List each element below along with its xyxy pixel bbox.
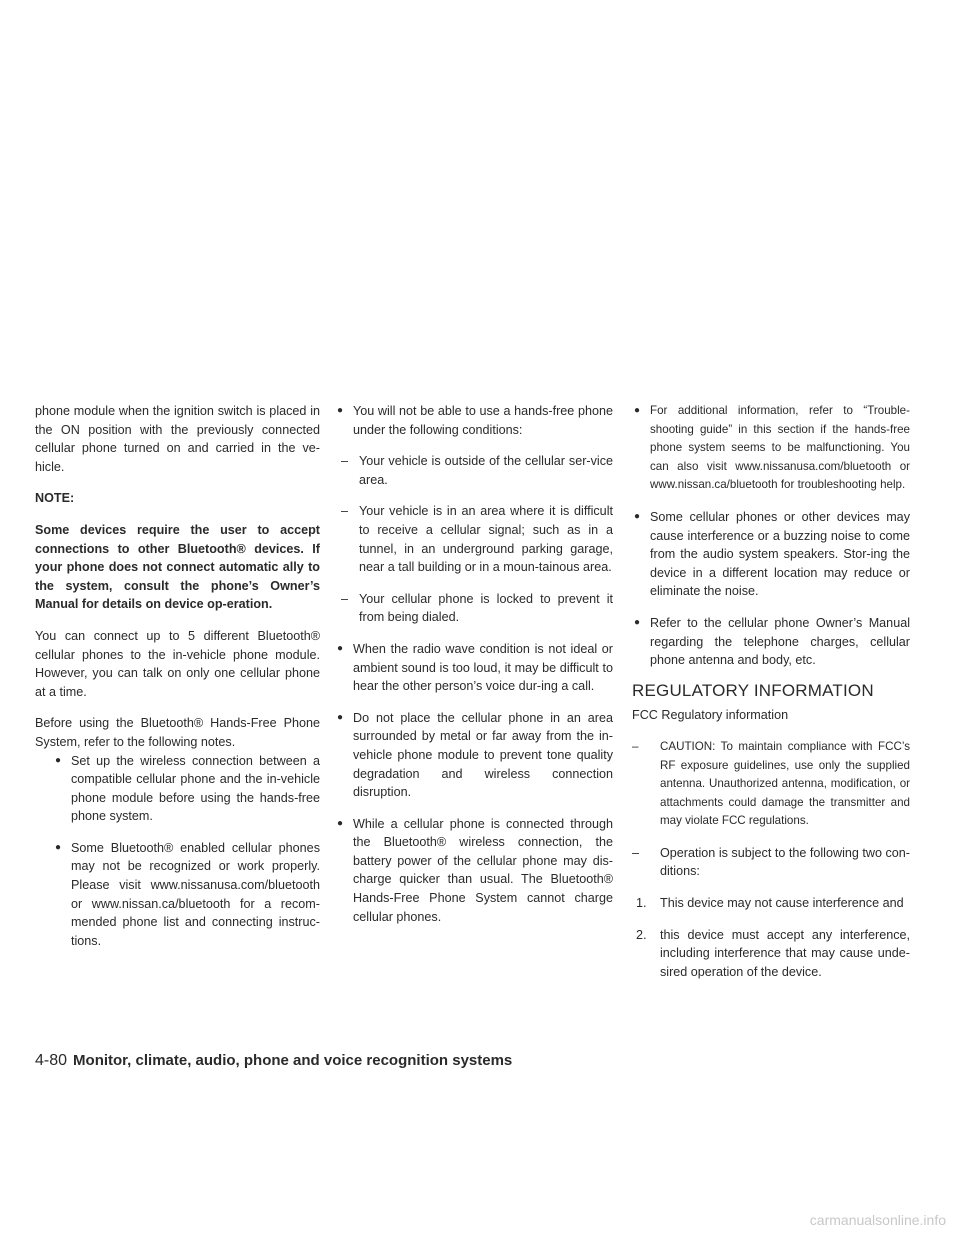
sub-item-phone-locked: – Your cellular phone is locked to prevent it from being dialed. [341,591,613,625]
paragraph-phone-module: phone module when the ignition switch is placed in the ON position with the previously connected cellular phone turned on and carried in the ve-hicle. [35,404,320,474]
condition-1: 1. This device may not cause interference and [636,896,904,911]
bullet-battery: ● While a cellular phone is connected through the Bluetooth® wireless connection, the battery power of the cellular phone may dis-charge quicker than usual. The Bluetooth® Hands-Free Phone System cannot charge cellular phones. [335,815,613,927]
bullet-radio-wave: ● When the radio wave condition is not ideal or ambient sound is too loud, it may be difficult to hear the other person’s voice dur-ing a call. [335,640,613,696]
dash-marker: – [341,504,349,519]
watermark: carmanualsonline.info [809,1212,946,1228]
paragraph-before-using: Before using the Bluetooth® Hands-Free Phone System, refer to the following notes. [35,716,320,749]
section-heading: REGULATORY INFORMATION [632,680,874,700]
dash-marker: – [632,845,640,860]
caution-item: – CAUTION: To maintain compliance with FCC’s RF exposure guidelines, use only the supplied antenna. Unauthorized antenna, modification, or attachments could damage the transmitter and may violate FCC regulations. [632,739,910,828]
condition-2: 2. this device must accept any interference, including interference that may cause unde-sired operation of the device. [636,927,910,979]
note-label: NOTE: [35,491,75,506]
page-number: 4-80 [35,1052,68,1069]
paragraph-connect-phones: You can connect up to 5 different Bluetooth® cellular phones to the in-vehicle phone module. However, you can talk on only one cellular phone at a time. [35,628,320,699]
note-text: Some devices require the user to accept connections to other Bluetooth® devices. If your phone does not connect automatic ally to the system, consult the phone’s Owner’s Manual for details on device op-eration. [35,522,320,612]
column-1 [35,402,320,950]
sub-item-outside-service: – Your vehicle is outside of the cellular ser-vice area. [341,454,613,487]
bullet-interference: ● Some cellular phones or other devices may cause interference or a buzzing noise to come from the audio system speakers. Stor-ing the device in a different location may reduce or eliminate the noise. [632,508,910,601]
bullet-owners-manual: ● Refer to the cellular phone Owner’s Manual regarding the telephone charges, cellular phone antenna and body, etc. [632,614,910,670]
dash-marker: – [632,739,639,753]
column-2 [335,402,613,926]
bullet-troubleshooting: ● For additional information, refer to “Trouble-shooting guide” in this section if the hands-free phone system seems to be malfunctioning. You can also visit www.nissanusa.com/bluetooth or www.nissan.ca/bluetooth for troubleshooting help. [632,402,910,495]
chapter-title: Monitor, climate, audio, phone and voice recognition systems [73,1052,513,1069]
fcc-subheading: FCC Regulatory information [632,708,789,723]
bullet-cannot-use-hands-free: ● You will not be able to use a hands-free phone under the following conditions: [335,402,613,439]
dash-marker: – [341,454,349,469]
sub-item-weak-signal: – Your vehicle is in an area where it is difficult to receive a cellular signal; such as in a tunnel, in an underground parking garage, near a tall building or in a moun-tainous area. [341,504,613,575]
page-footer [35,1052,512,1070]
column-3 [632,402,910,981]
operation-item: – Operation is subject to the following two con-ditions: [632,845,910,879]
dash-marker: – [341,591,349,606]
bullet-phones-not-recognized: ● Some Bluetooth® enabled cellular phones may not be recognized or work properly. Please visit www.nissanusa.com/bluetooth or www.nissan.ca/bluetooth for a recom-mended phone list and connecting instruc-tions. [53,839,320,951]
bullet-metal-area: ● Do not place the cellular phone in an area surrounded by metal or far away from the in-vehicle phone module to prevent tone quality degradation and wireless connection disruption. [335,709,613,802]
bullet-setup-connection: ● Set up the wireless connection between a compatible cellular phone and the in-vehicle phone module before using the hands-free phone system. [53,752,320,826]
